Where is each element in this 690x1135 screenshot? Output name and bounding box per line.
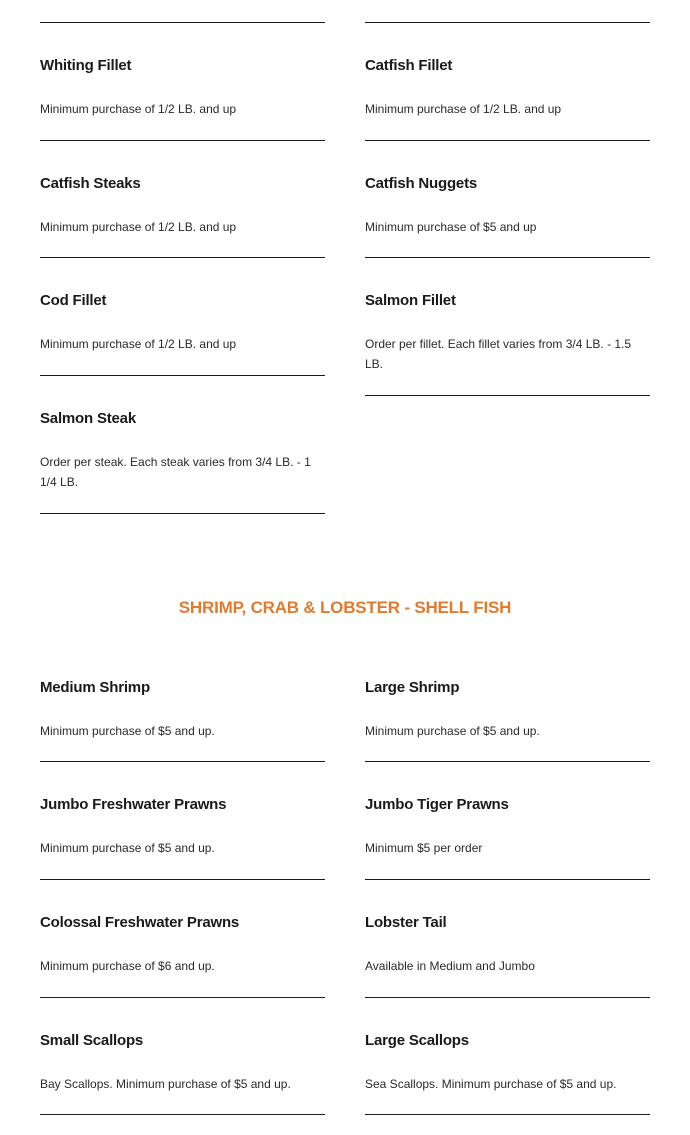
divider bbox=[40, 22, 325, 23]
item-description: Minimum purchase of 1/2 LB. and up bbox=[40, 337, 237, 351]
divider bbox=[40, 761, 325, 762]
menu-item-medium-shrimp bbox=[40, 678, 325, 741]
divider bbox=[365, 257, 650, 258]
item-description: Minimum purchase of $5 and up bbox=[365, 220, 537, 234]
item-description: Minimum $5 per order bbox=[365, 841, 483, 855]
menu-item-whiting-fillet bbox=[40, 56, 325, 119]
item-title: Salmon Steak bbox=[40, 410, 136, 427]
divider bbox=[365, 395, 650, 396]
divider bbox=[40, 879, 325, 880]
menu-item-small-scallops bbox=[40, 1031, 325, 1094]
item-description: Minimum purchase of $5 and up. bbox=[40, 724, 215, 738]
divider bbox=[40, 997, 325, 998]
item-title: Catfish Fillet bbox=[365, 57, 453, 74]
item-description: Bay Scallops. Minimum purchase of $5 and up. bbox=[40, 1077, 291, 1091]
item-title: Whiting Fillet bbox=[40, 57, 132, 74]
menu-item-jumbo-freshwater-prawns bbox=[40, 795, 325, 858]
item-title: Cod Fillet bbox=[40, 292, 107, 309]
item-title: Catfish Nuggets bbox=[365, 175, 478, 192]
item-description: Minimum purchase of 1/2 LB. and up bbox=[40, 102, 237, 116]
menu-item-large-scallops bbox=[365, 1031, 650, 1094]
item-description: Order per fillet. Each fillet varies from 3/4 LB. - 1.5 LB. bbox=[365, 337, 632, 371]
item-title: Small Scallops bbox=[40, 1032, 144, 1049]
divider bbox=[365, 879, 650, 880]
item-title: Jumbo Freshwater Prawns bbox=[40, 796, 227, 813]
menu-item-cod-fillet bbox=[40, 291, 325, 354]
item-title: Large Scallops bbox=[365, 1032, 469, 1049]
menu-item-catfish-steaks bbox=[40, 174, 325, 237]
item-description: Minimum purchase of $5 and up. bbox=[40, 841, 215, 855]
menu-item-large-shrimp bbox=[365, 678, 650, 741]
item-title: Medium Shrimp bbox=[40, 679, 150, 696]
divider bbox=[365, 761, 650, 762]
item-description: Minimum purchase of 1/2 LB. and up bbox=[365, 102, 562, 116]
item-title: Jumbo Tiger Prawns bbox=[365, 796, 509, 813]
divider bbox=[40, 1114, 325, 1115]
divider bbox=[40, 140, 325, 141]
item-title: Large Shrimp bbox=[365, 679, 460, 696]
menu-item-lobster-tail bbox=[365, 913, 650, 976]
menu-item-catfish-fillet bbox=[365, 56, 650, 119]
menu-item-colossal-freshwater-prawns bbox=[40, 913, 325, 976]
item-title: Colossal Freshwater Prawns bbox=[40, 914, 240, 931]
menu-item-salmon-steak bbox=[40, 409, 325, 492]
menu-item-salmon-fillet bbox=[365, 291, 650, 374]
item-title: Catfish Steaks bbox=[40, 175, 141, 192]
item-description: Order per steak. Each steak varies from 3/4 LB. - 1 1/4 LB. bbox=[40, 455, 311, 489]
divider bbox=[40, 257, 325, 258]
section-heading-shellfish: SHRIMP, CRAB & LOBSTER - SHELL FISH bbox=[178, 598, 512, 617]
item-description: Minimum purchase of 1/2 LB. and up bbox=[40, 220, 237, 234]
divider bbox=[40, 513, 325, 514]
menu-item-catfish-nuggets bbox=[365, 174, 650, 237]
item-description: Sea Scallops. Minimum purchase of $5 and up. bbox=[365, 1077, 617, 1091]
divider bbox=[40, 375, 325, 376]
divider bbox=[365, 1114, 650, 1115]
item-description: Minimum purchase of $5 and up. bbox=[365, 724, 540, 738]
item-title: Salmon Fillet bbox=[365, 292, 456, 309]
item-title: Lobster Tail bbox=[365, 914, 447, 931]
divider bbox=[365, 140, 650, 141]
item-description: Available in Medium and Jumbo bbox=[365, 959, 535, 973]
divider bbox=[365, 22, 650, 23]
divider bbox=[365, 997, 650, 998]
menu-item-jumbo-tiger-prawns bbox=[365, 795, 650, 858]
item-description: Minimum purchase of $6 and up. bbox=[40, 959, 215, 973]
